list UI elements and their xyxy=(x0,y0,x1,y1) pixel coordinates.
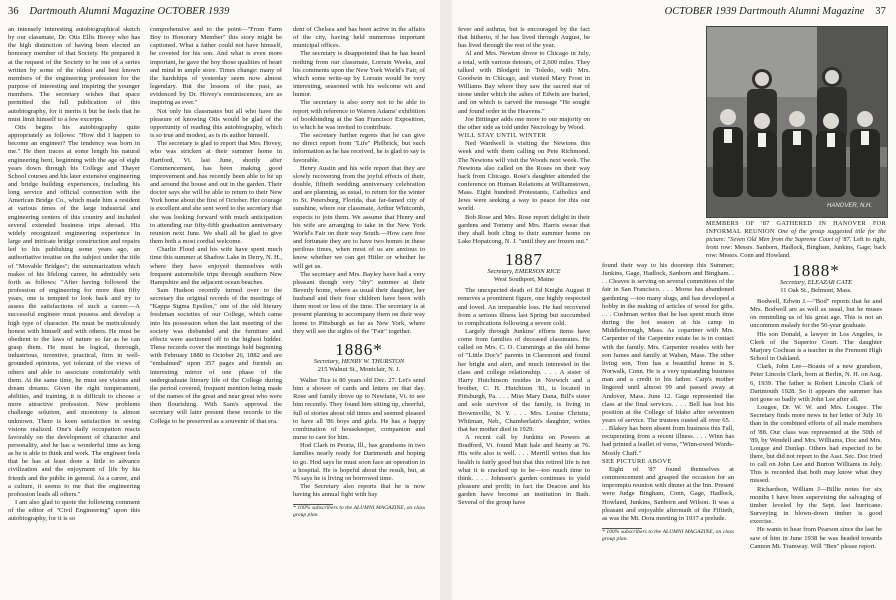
binding-gutter xyxy=(440,0,452,600)
right-page xyxy=(452,0,896,600)
paragraph: Charlie Flood and his wife have spent much time this summer at Shadow Lake in Derry, N. H., where they have enjoyed themselves with frequent automobile trips through southern New Hampshire and the adjacent ocean beaches. xyxy=(150,246,282,286)
photo-corner-text: HANOVER, N.H. xyxy=(827,203,873,209)
subheading: SEE PICTURE ABOVE xyxy=(602,457,672,465)
paragraph: He wants to hear from Pearson since the last he saw of him in June 1938 he was headed towards Cannon Mt. Tramway. Will "Ben" please report. xyxy=(750,526,882,550)
paragraph: The secretary is disappointed that he has heard nothing from our classmate, Lorrain Weeks, and his comments upon the New York World's Fair, of which some write-up by Lorrain would be very interesting, seasoned with his welcome wit and humor. xyxy=(293,50,425,99)
paragraph: The secretary is glad to report that Mrs. Hovey, who was stricken at their summer home in Hartford, Vt. last June, shortly after Commencement, has been making good improvement and has recently been able to be up and around the house and out in the garden. Their doctor says she will be able to return to their New York home about the first of October. Her courage is excellent and she sent word to the secretary that she was looking forward with much anticipation to attending our fifty-fifth graduation anniversary reunion next June. We shall all be glad to give them both a most cordial welcome. xyxy=(150,140,282,246)
paragraph: Lougee, Dr. W. W. and Mrs. Lougee. The Secretary finds more news in her letter of July 16 than in the combined efforts of all male members of '88. Our class was represented at the 50th of '89, by Wendell and Mrs. Williams, Doc and Mrs. Lougee and Dunlap. Others had expected to be there, but did not report to the Asst. Sec. Doc tried to call on John Lee and Burton Williams in July. This is recorded that both may know what they missed. xyxy=(750,404,882,485)
paragraph: Largely through Junkins' efforts items have come from families of deceased classmates. He called on Mrs. C. O. Cummings at the old home of "Little Doc's" parents in Claremont and found her bright and alert, and much interested in the class and college relationship. . . . A sister of Harry Hutchinson resides in Norwich and a brother, C. H. Hutchison '81, is located in Pittsburgh, Pa. . . . Miss Mary Dana, Bill's sister and sole survivor of the family, is living in Brownsville, N. Y. . . . Mrs. Louise Christie, Whitman, Neb., Chamberlain's daughter, writes that her mother died in 1929. xyxy=(458,328,590,433)
paragraph: Hod Clark in Peoria, Ill., has grandsons in two families nearly ready for Dartmouth and hoping to go. Hod says he must soon face an operation in a hospital. He is hopeful about the result, but, at 76 says he is living on borrowed time. xyxy=(293,442,425,482)
paragraph: Henry Austin and his wife report that they are slowly recovering from the joyful effects of their, double, fiftieth wedding anniversary celebration and are planning, as usual, to return for the winter to St. Petersburg, Florida, that far-famed city of sunshine, where our classmate, Arthur Whitcomb, expects to join them. We assume that Henry and his wife are arranging to take in the New York World's Fair on their way South.—How care free and fortunate they are to have two homes in these perilous times, when most of us are anxious to know whether we can get Hitler or whether he will get us. xyxy=(293,164,425,270)
running-title: Dartmouth Alumni Magazine OCTOBER 1939 xyxy=(29,6,230,17)
reunion-photo-image xyxy=(707,27,887,217)
class-address: 215 Walnut St., Montclair, N. J. xyxy=(317,365,401,373)
caption-italic: One of the group suggested title for the picture: "Seven Old Men from the Supreme Court of '87. xyxy=(706,228,886,243)
right-column-3 xyxy=(750,262,882,596)
paragraph: dent of Chelsea and has been active in the affairs of the city, having held numerous important municipal offices. xyxy=(293,26,425,50)
caption-rest: Left to right, front row: Messrs. Sanborn, Hadlock, Bingham, Junkins, Gage; back row: Messrs. Conn and Howland. xyxy=(706,236,886,259)
page-number: 36 xyxy=(8,6,19,17)
paragraph: Bodwell, Edwin J.—"Bod" reports that he and Mrs. Bodwell are as well as usual, but he muses on reminding us of his great age. This is not an uncommon malady for the 50-year graduate. xyxy=(750,298,882,330)
paragraph: The secretary and Mrs. Bayley have had a very pleasant though very "dry" summer at their Beverly home, where as usual their daughter, her husband and their four children have been with them most or less of the time. The secretary is at present planning to accompany them on their way home to Pittsburgh as far as New York, where they will see the sights of the "Fair" together. xyxy=(293,270,425,335)
left-page xyxy=(0,0,440,600)
class-address: West Southport, Maine xyxy=(494,276,554,284)
left-column-2 xyxy=(150,26,282,596)
paragraph: The unexpected death of Ed Knight August 8 removes a prominent figure, one highly respected and loved. An irreparable loss. He had recovered from a serious illness last Spring but succumbed to complications following a severe cold. xyxy=(458,287,590,327)
paragraph: Sam Hudson recently turned over to the secretary the original records of the meetings of "Kappa Sigma Epsilon," one of the old literary freshman societies of our College, which came into his possession when the last meeting of the society was disbanded and the furniture and effects were auctioned off to the highest bidder. These records cover the meetings held beginning with February 1880 to October 26, 1882 and are "embalmed" upon 357 pages and furnish an interesting mirror of one phase of the undergraduate literary life of the College during the period covered, frequent mention being made of the names of the great and near great who were then flourishing. With Sam's approval the secretary will later present these records to the College to be preserved as a souvenir of that era. xyxy=(150,287,282,425)
paragraph: The secretary further regrets that he can give no direct report from "Life" Philbrick, but such information as he has received, he is glad to say is favorable. xyxy=(293,132,425,164)
paragraph: Al and Mrs. Newton drove to Chicago in July, a total, with various detours, of 2,600 miles. They talked with Blodgett in Toledo, with Mrs. Goodwin in Chicago, and visited Mary Frost in Williams Bay where they saw the sacred star of stone under which the ashes of Edwin are buried, and on which is carved the message "He sought and found order in the Heavens." xyxy=(458,50,590,115)
left-page-header xyxy=(8,6,229,17)
left-column-3 xyxy=(293,26,425,596)
class-heading-1887 xyxy=(458,251,590,284)
paragraph: Eight of '87 found themselves at commencement and grasped the occasion for an impromptu reunion with dinner at the Inn. Present were Judge Bingham, Conn, Gage, Hadlock, Howland, Junkins, Sanborn and Wilson. It was a pleasant and enjoyable aftermath of the Fiftieth, as was the Mt. Dora meeting in 1937 a prelude. xyxy=(602,465,734,522)
left-column-1 xyxy=(8,26,140,596)
right-page-header xyxy=(665,6,886,17)
page-number: 37 xyxy=(875,6,886,17)
paragraph: Richardson, William J—Billie notes for six months I have been supervising the salvaging of timber leveled by the Sept. last hurricane. Surveying in blown-down timber is good exercise. xyxy=(750,485,882,526)
paragraph: an intensely interesting autobiographical sketch by our classmate, Dr. Otis Ellis Hovey who has the high distinction of having been elected an honorary member of that Society. He prepared it at the request of the Society to be one of a series written by some of the oldest and best known members of the engineering profession for the purpose of interesting and inspiring the younger members. The secretary wishes that space permitted the full publication of this autobiography, for it merits it but he feels that he must limit himself to a few excerpts. xyxy=(8,26,140,123)
paragraph: His son Donald, a lawyer in Los Angeles, is Clerk of the Superior Court. The daughter Marjory Cochran is a teacher in the Fremont High School in Oakland. xyxy=(750,330,882,363)
footnote: * 100% subscribers to the ALUMNI MAGAZINE, on class group plan. xyxy=(293,505,425,519)
class-year: 1888* xyxy=(792,262,840,280)
paragraph: Not only his classmates but all who have the pleasure of knowing Otis would be glad of the opportunity of reading this autobiography, which is so true and modest, as is its author himself. xyxy=(150,107,282,140)
paragraph: Bob Rose and Mrs. Rose report delight in their gardens and Tommy and Mrs. Harris swear that they shall both cling to their summer home on Lake Hopatcong, N. J. "until they are frozen out." xyxy=(458,213,590,246)
footnote: * 100% subscribers to the ALUMNI MAGAZINE, on class group plan. xyxy=(602,529,734,542)
paragraph: fever and asthma, but is encouraged by the fact that hitherto, if he has lived through August, he has lived through the rest of the year. xyxy=(458,26,590,50)
class-heading-1886 xyxy=(293,341,425,374)
photo-caption xyxy=(706,220,886,260)
class-secretary: Secretary, ELEAZAR CATE xyxy=(780,279,852,286)
paragraph: I am also glad to quote the following comment of the editor of "Civil Engineering" upon this autobiography, for it is so xyxy=(8,499,140,523)
paragraph: The Secretary also reports that he is now having his annual fight with hay xyxy=(293,482,425,499)
paragraph: Ned Wardwell is visiting the Newtons this week and with them calling on Pete Richmond. The Newtons will visit the Woods next week. The Newtons also called on the Roses on their way back from Chicago. Rose's daughter attended the conference on Human Relations at Williamstown, Mass. Eight hundred Protestants, Catholics and Jews were seeking a way to peace for this our world. xyxy=(458,140,590,213)
class-secretary: Secretary, HENRY W. THURSTON xyxy=(313,357,405,365)
class-secretary: Secretary, EMERSON RICE xyxy=(487,268,561,276)
paragraph: Walter Tice is 80 years old Dec. 27. Let's send him a shower of cards and letters on that day. Rose and family drove up to Newfane, Vt. to see him recently. They found him sitting up, cheerful, full of stories about old times and seemed pleased to have all '86 boys and girls. He has a happy combination of housekeeper, companion and nurse to care for him. xyxy=(293,376,425,442)
class-year: 1886* xyxy=(335,339,383,359)
paragraph: Otis begins his autobiography quite appropriately as follows: "How did I happen to become an engineer? The tendency was born in me." He then traces at some length his natural engineering bent, beginning with the age of eight years down through his College and Thayer School courses and his later extensive engineering and bridge building experiences, including his long service and official connection with the American Bridge Co., which made him a resident at various times of the large industrial and engineering centers of this country and included several extended business trips abroad. His widely recognized engineering experience in large and intricate bridge construction and repairs led to his publishing some years ago, an authoritative treatise on the subject under the title of "Movable Bridges"; the summarization which makes of his lifelong career, he admirably sets forth as follows: "After having followed the profession of engineering for more than fifty years, one is tempted to look back and try to assess the satisfactions of such a career.—A successful engineer must possess and develop a high type of character. He must be meticulously honest with himself and with others. He must be obedient to the laws of nature so far as he can grasp them. He must be logical, thorough, industrious, inventive, practical, firm in well-grounded opinions, yet tolerant of the views of others and able to associate comfortably with them. At the same time, he must see visions and dream dreams. Given the right temperament, abilities, and training, it is difficult to choose a more attractive profession. New problems challenge solution, and monotony is almost unknown. There is keen satisfaction in seeing visions realized. One's daily occupation reacts favorably on the development of character and personality, and he has a wonderful time as long as he is able to think and work. The engineer feels that he has at least done a little to advance civilization and the enjoyment of life by his friends and the public in general. As a career, and a culture, it seems to me that the engineering profession leads all others." xyxy=(8,123,140,498)
subheading: WILL STAY UNTIL WINTER xyxy=(458,132,547,140)
right-column-2 xyxy=(602,262,734,596)
running-title: OCTOBER 1939 Dartmouth Alumni Magazine xyxy=(664,6,865,17)
paragraph: comprehensive and to the point—"From Farm Boy to Honorary Member" this story might be captioned. What a father could not have himself, he coveted for his son. And what is even more important, he gave the boy those qualities of heart and mind in ample store. Times change: many of the hardships of yesterday seem now almost legendary. But the lessons of the past, as evidenced by Dr. Hovey's reminiscences, are as inspiring as ever." xyxy=(150,26,282,107)
right-column-1 xyxy=(458,26,590,596)
caption-title: MEMBERS OF '87 GATHERED IN HANOVER FOR INFORMAL REUNION xyxy=(706,220,886,235)
class-heading-1888 xyxy=(750,262,882,295)
class-address: 11 Oak St., Belmont, Mass. xyxy=(780,287,852,294)
paragraph: Joe Bittinger adds one more to our majority on the other side as told under Necrology by Wood. xyxy=(458,115,590,131)
paragraph: found their way to his doorstep this Summer; Junkins, Gage, Hadlock, Sanborn and Bingham. . . . Cleaves is serving on several committees of the fair in San Francisco. . . . Morse has abandoned gardening —too many slugs, and has developed a hobby in the making of articles of wood for gifts. . . . Cushman writes that he has spent much time during the hot season at his camp in Middleborough, Mass. As copartner with Mrs. Carpenter of the Carpenter estate he is in contact with the family. Mrs. Carpenter resides with her son James and family at Waban, Mass. The other living son, Tom has a beautiful home in S. Norwalk, Conn. He is a very upstanding business man and a credit to his father. Carp's mother lingered until almost 99 and passed away at Andover, Mass. June 12. Gage represented the class at the final services. . . . Bell has lost his position at the College of Idaho after seventeen years of service. The trustees ousted all over 65. . . . Blakey has been absent from business this Fall, recuperating from a recent illness. . . . Winn has had printed a leaflet of verse, "Winn-owed Words-Mostly Chaff." xyxy=(602,262,734,457)
paragraph: A recent call by Junkins on Powers at Bradford, Vt. found Matt hale and hearty at 76. His wife also is well. . . . Merrill writes that his health is fairly good but that this retired life is not what it is cracked up to be—too much time to think. . . . Johnson's garden continues to yield pleasure and profit; in fact the Deacon and his garden have become an institution in Bath. Several of the group have xyxy=(458,434,590,507)
paragraph: The secretary is also sorry not to be able to report with reference to Warren Adams' exhibition of bookbinding at the San Francisco Exposition, to which he was invited to contribute. xyxy=(293,99,425,131)
class-year: 1887 xyxy=(505,250,543,270)
paragraph: Clark, John Lee—Boasts of a new grandson, Peter Lincoln Clark, born at Berlin, N. H. on Aug. 6, 1939. The father is Robert Lincoln Clark of Dartmouth 1928. So it appears the summer has not gone so badly with John Lee after all. xyxy=(750,363,882,403)
reunion-photo xyxy=(706,26,888,218)
